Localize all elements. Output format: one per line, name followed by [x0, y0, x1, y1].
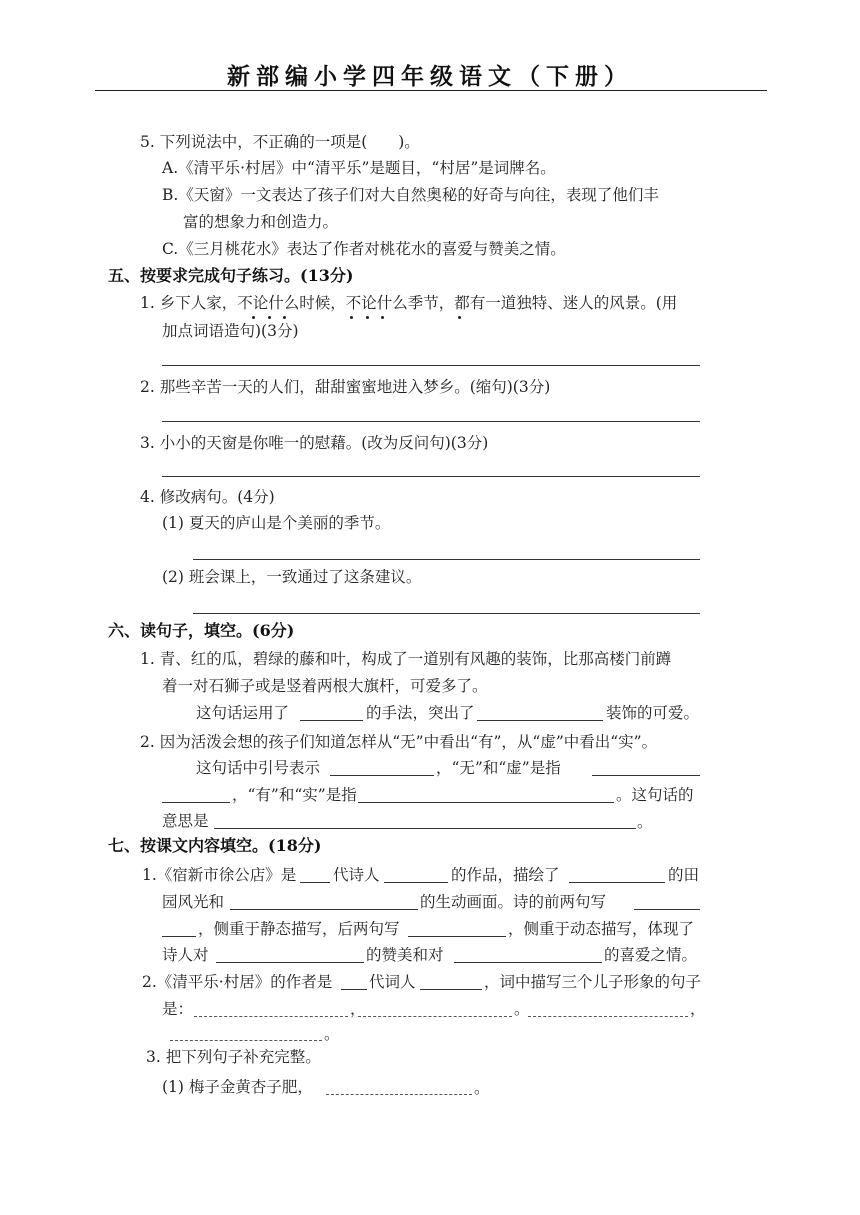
fill-blank[interactable]: [300, 882, 330, 883]
fill-blank[interactable]: [634, 909, 700, 910]
sec7-q2-text-a: 2.《清平乐·村居》的作者是: [142, 973, 333, 991]
sec7-q2-text-d: 是：: [162, 1000, 194, 1018]
fill-blank[interactable]: [170, 1040, 322, 1041]
q5-option-b-line1: B.《天窗》一文表达了孩子们对大自然奥秘的好奇与向往，表现了他们丰: [162, 186, 659, 204]
fill-blank[interactable]: [194, 1016, 348, 1017]
emphasis-dot: [366, 316, 369, 319]
answer-line[interactable]: [162, 365, 700, 366]
sec6-q2-fill-text2: ，“无”和“虚”是指: [436, 759, 561, 777]
answer-line[interactable]: [193, 613, 700, 614]
fill-blank[interactable]: [569, 882, 665, 883]
fill-blank[interactable]: [477, 720, 603, 721]
fill-blank[interactable]: [162, 802, 230, 803]
emphasis-dot: [268, 316, 271, 319]
sec6-q2-fill-text5: 意思是: [162, 812, 209, 830]
fill-blank[interactable]: [162, 936, 196, 937]
sec7-q1-text-g: ，侧重于静态描写，后两句写: [198, 920, 400, 938]
sec5-q3: 3. 小小的天窗是你唯一的慰藉。(改为反问句)(3分): [140, 434, 489, 452]
sec7-q1-text-b: 代诗人: [333, 866, 380, 884]
q5-option-c: C.《三月桃花水》表达了作者对桃花水的喜爱与赞美之情。: [162, 240, 566, 258]
sec6-q2-line1: 2. 因为活泼会想的孩子们知道怎样从“无”中看出“有”，从“虚”中看出“实”。: [140, 733, 658, 751]
section6-title: 六、读句子，填空。(6分): [108, 621, 295, 640]
sec7-q2-text-c: ，词中描写三个儿子形象的句子: [484, 973, 702, 991]
fill-blank[interactable]: [300, 720, 363, 721]
q5-option-b-line2: 富的想象力和创造力。: [183, 213, 339, 231]
sec6-q2-fill-text3: ，“有”和“实”是指: [232, 786, 357, 804]
fill-blank[interactable]: [358, 1016, 512, 1017]
sec7-q2-text-e: ，: [350, 1000, 366, 1018]
q5-stem: 5. 下列说法中，不正确的一项是( )。: [140, 133, 420, 151]
emphasis-dot: [252, 316, 255, 319]
q5-option-a: A.《清平乐·村居》中“清平乐”是题目，“村居”是词牌名。: [162, 159, 556, 177]
sec7-q1-text-e: 园风光和: [162, 893, 225, 911]
fill-blank[interactable]: [326, 1094, 472, 1095]
fill-blank[interactable]: [330, 775, 434, 776]
fill-blank[interactable]: [341, 989, 367, 990]
sec5-q4-2: (2) 班会课上，一致通过了这条建议。: [162, 568, 422, 586]
fill-blank[interactable]: [454, 962, 602, 963]
sec7-q2-text-h: 。: [324, 1025, 340, 1043]
answer-line[interactable]: [162, 421, 700, 422]
fill-blank[interactable]: [528, 1016, 688, 1017]
sec6-q2-fill-text1: 这句话中引号表示: [196, 759, 321, 777]
emphasis-dot: [283, 316, 286, 319]
sec5-q4: 4. 修改病句。(4分): [140, 488, 275, 506]
sec7-q1-text-j: 的赞美和对: [366, 946, 444, 964]
sec5-q1-line2: 加点词语造句)(3分): [162, 322, 299, 340]
fill-blank[interactable]: [216, 962, 364, 963]
sec6-q2-fill-text4: 。这句话的: [616, 786, 694, 804]
fill-blank[interactable]: [592, 775, 700, 776]
sec6-q1-fill-text1: 这句话运用了: [196, 704, 290, 722]
fill-blank[interactable]: [384, 882, 448, 883]
emphasis-dot: [350, 316, 353, 319]
section5-title: 五、按要求完成句子练习。(13分): [108, 266, 354, 285]
sec6-q1-fill-text2: 的手法，突出了: [366, 704, 475, 722]
fill-blank[interactable]: [408, 936, 506, 937]
sec7-q3-1-end: 。: [474, 1079, 490, 1097]
sec7-q3: 3. 把下列句子补充完整。: [146, 1048, 321, 1066]
sec7-q2-text-g: ，: [690, 1000, 706, 1018]
sec7-q1-text-c: 的作品，描绘了: [451, 866, 560, 884]
sec7-q1-text-h: ，侧重于动态描写，体现了: [508, 920, 695, 938]
sec6-q1-fill-text3: 装饰的可爱。: [606, 704, 700, 722]
header-divider: [95, 90, 767, 91]
sec6-q1-line2: 着一对石狮子或是竖着两根大旗杆，可爱多了。: [162, 677, 488, 695]
sec5-q2: 2. 那些辛苦一天的人们，甜甜蜜蜜地进入梦乡。(缩句)(3分): [140, 378, 551, 396]
sec5-q1-line1: 1. 乡下人家，不论什么时候，不论什么季节，都有一道独特、迷人的风景。(用: [140, 294, 678, 312]
fill-blank[interactable]: [420, 989, 482, 990]
sec6-q2-fill-text6: 。: [637, 813, 653, 831]
sec6-q1-line1: 1. 青、红的瓜，碧绿的藤和叶，构成了一道别有风趣的装饰，比那高楼门前蹲: [140, 650, 672, 668]
sec7-q3-1: (1) 梅子金黄杏子肥，: [162, 1078, 313, 1096]
sec7-q1-text-f: 的生动画面。诗的前两句写: [420, 893, 607, 911]
sec7-q1-text-d: 的田: [668, 866, 700, 884]
emphasis-dot: [381, 316, 384, 319]
answer-line[interactable]: [162, 476, 700, 477]
emphasis-dot: [458, 316, 461, 319]
answer-line[interactable]: [193, 559, 700, 560]
sec5-q4-1: (1) 夏天的庐山是个美丽的季节。: [162, 514, 391, 532]
sec7-q1-text-i: 诗人对: [162, 946, 209, 964]
sec7-q2-text-f: 。: [514, 1000, 530, 1018]
section7-title: 七、按课文内容填空。(18分): [108, 836, 322, 855]
fill-blank[interactable]: [214, 828, 636, 829]
page-header-title: 新部编小学四年级语文（下册）: [227, 64, 633, 90]
sec7-q1-text-a: 1.《宿新市徐公店》是: [142, 866, 297, 884]
fill-blank[interactable]: [230, 909, 418, 910]
sec7-q1-text-k: 的喜爱之情。: [604, 946, 698, 964]
fill-blank[interactable]: [358, 802, 614, 803]
sec7-q2-text-b: 代词人: [369, 973, 416, 991]
